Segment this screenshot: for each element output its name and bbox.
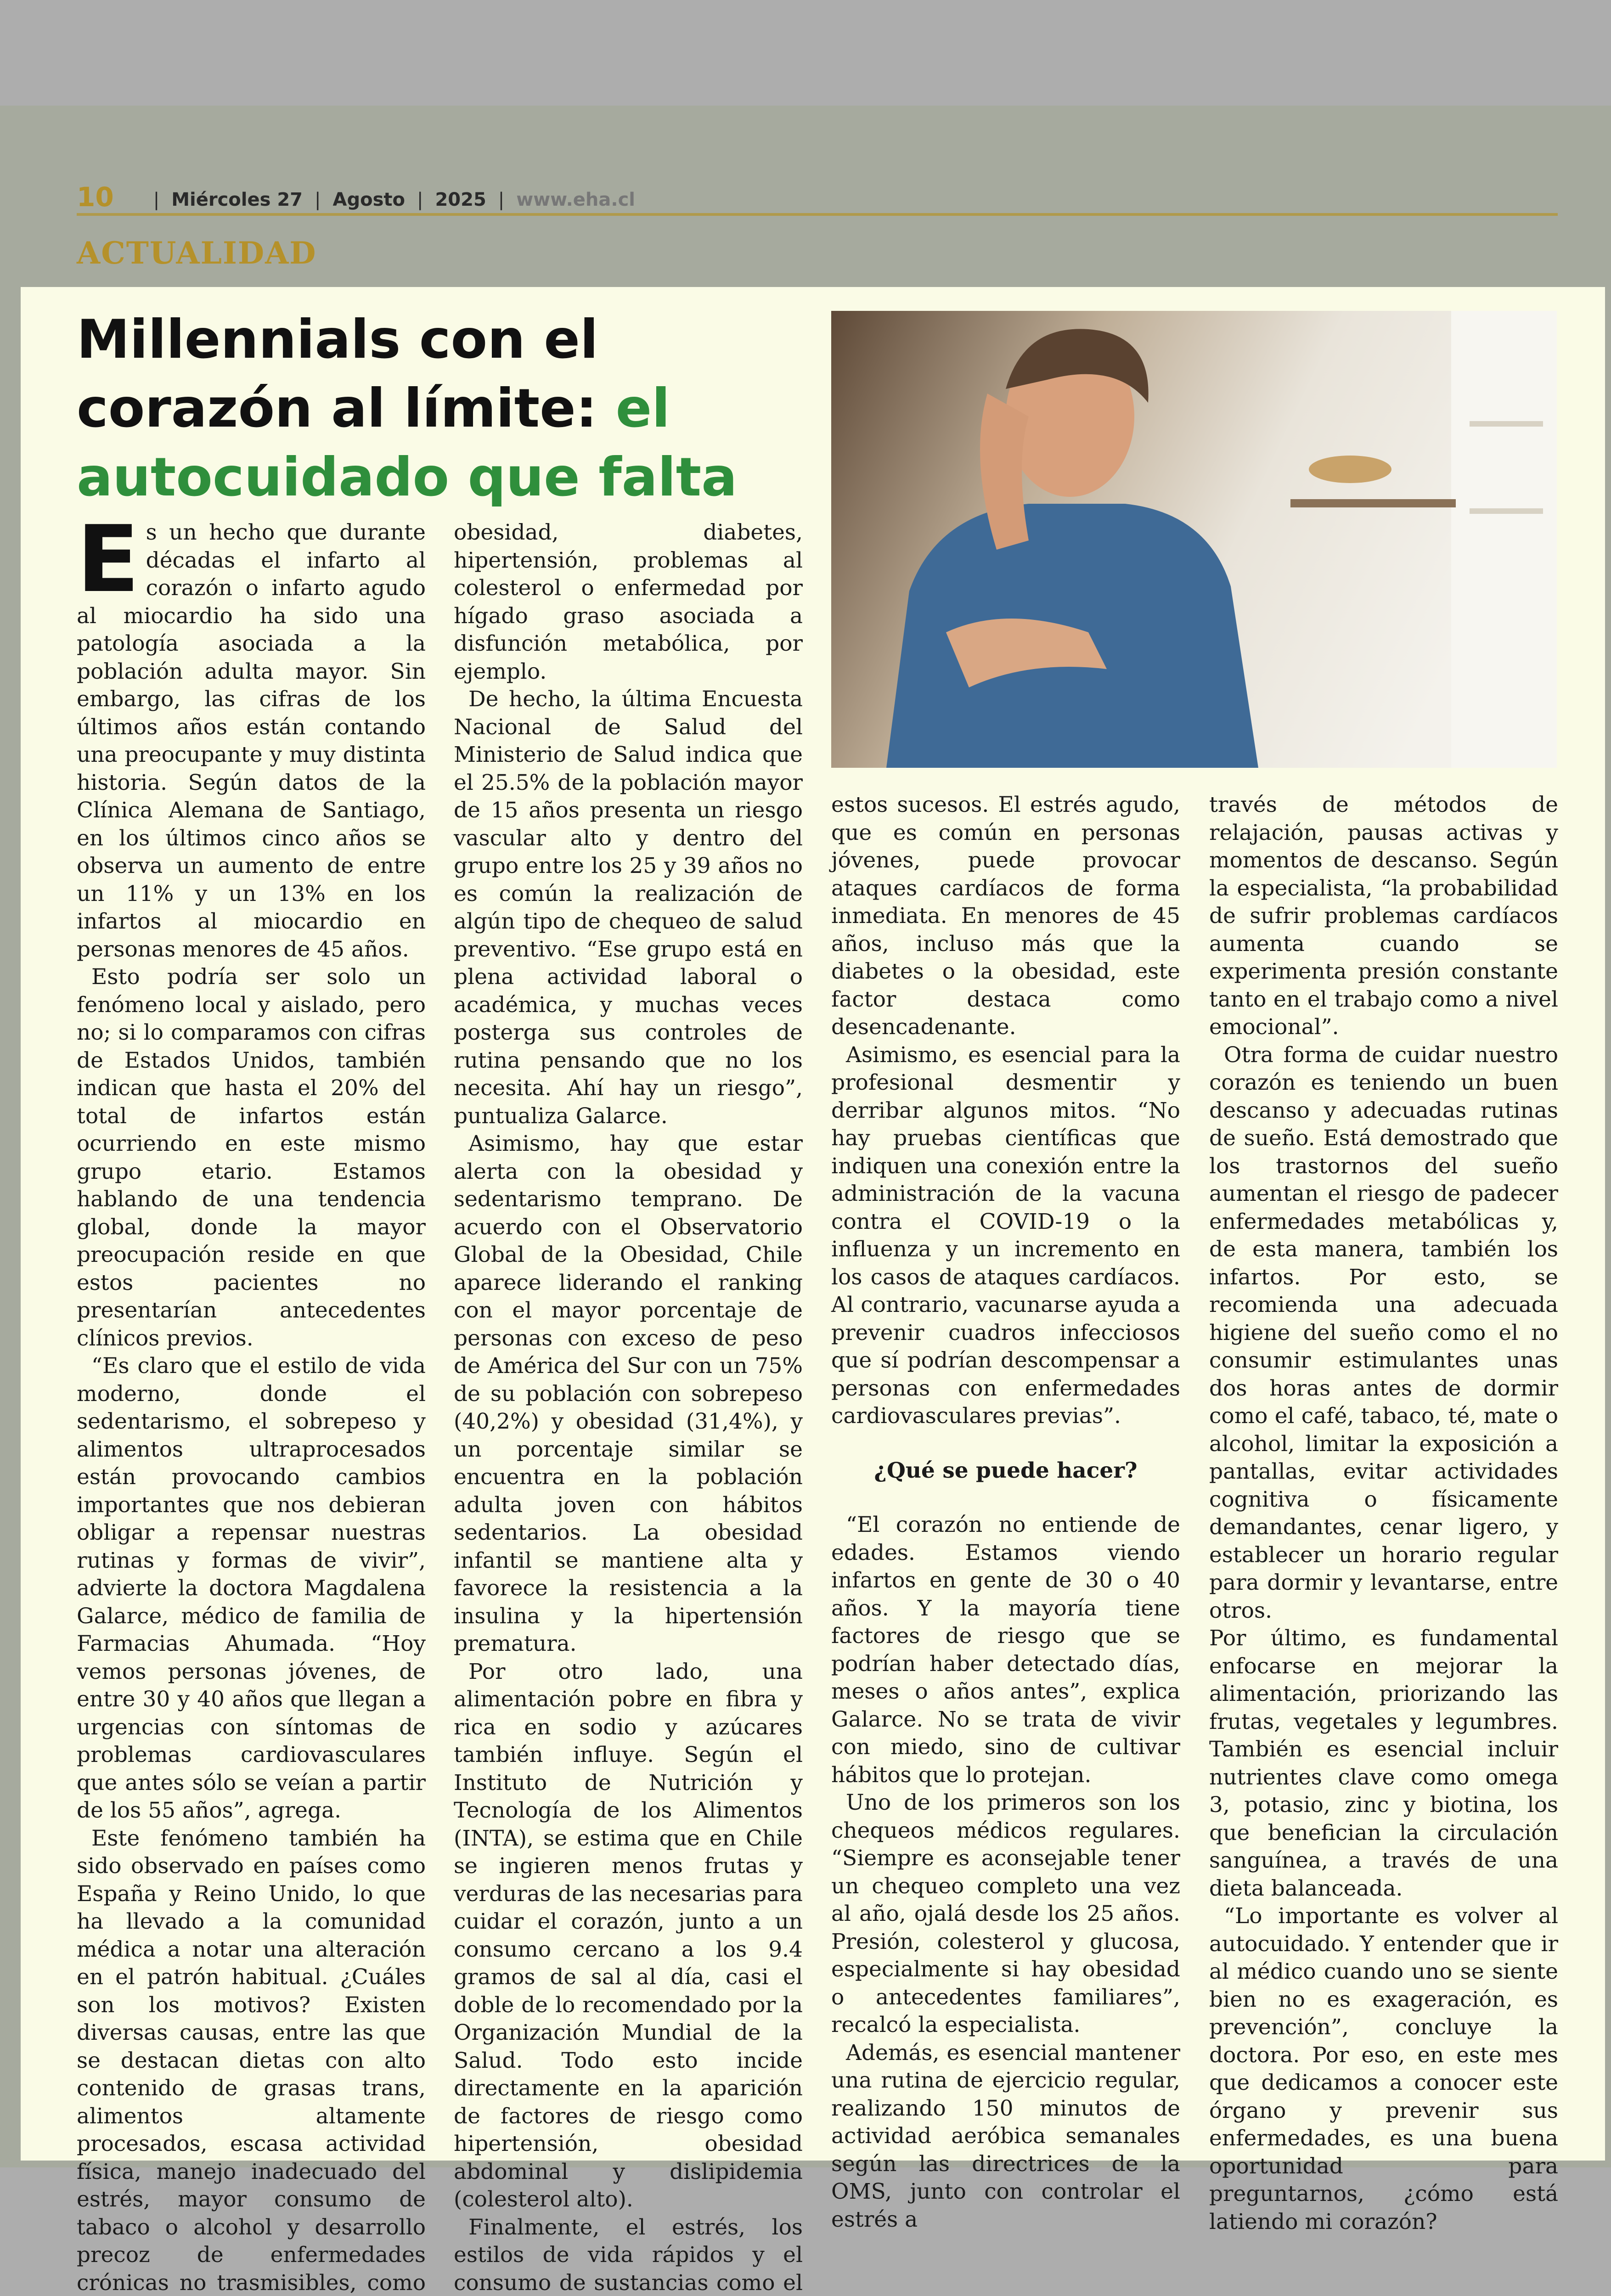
section-label: ACTUALIDAD bbox=[77, 235, 317, 271]
article-sheet bbox=[21, 287, 1605, 2161]
paragraph: De hecho, la última Encuesta Nacional de Salud del Ministerio de Salud indica que el 25.5% de la población mayor de 15 años presenta un riesgo vascular alto y dentro del grupo entre los 25 y 39 años no es común la realización de algún tipo de chequeo de salud preventivo. “Ese grupo está en plena actividad laboral o académica, y muchas veces posterga sus controles de rutina pensando que no los necesita. Ahí hay un riesgo”, puntualiza Galarce. bbox=[454, 686, 803, 1130]
paragraph: Esto podría ser solo un fenómeno local y aislado, pero no; si lo comparamos con cifras de Estados Unidos, también indican que hasta el 20% del total de infartos están ocurriendo en este mismo grupo etario. Estamos hablando de una tendencia global, donde la mayor preocupación reside en que estos pacientes no presentarían antecedentes clínicos previos. bbox=[77, 963, 426, 1352]
paragraph: s un hecho que durante décadas el infarto al corazón o infarto agudo al miocardio ha sido una patología asociada a la población adulta mayor. Sin embargo, las cifras de los últimos años están contando una preocupante y muy distinta historia. Según datos de la Clínica Alemana de Santiago, en los últimos cinco años se observa un aumento de entre un 11% y un 13% en los infartos al miocardio en personas menores de 45 años. bbox=[77, 519, 426, 963]
paragraph: través de métodos de relajación, pausas activas y momentos de descanso. Según la especialista, “la probabilidad de sufrir problemas cardíacos aumenta cuando se experimenta presión constante tanto en el trabajo como a nivel emocional”. bbox=[1209, 791, 1558, 1041]
paragraph: “El corazón no entiende de edades. Estamos viendo infartos en gente de 30 o 40 años. Y la mayoría tiene factores de riesgo que se podrían haber detectado días, meses o años antes”, explica Galarce. No se trata de vivir con miedo, sino de cultivar hábitos que lo protejan. bbox=[831, 1511, 1180, 1789]
paragraph: Este fenómeno también ha sido observado en países como España y Reino Unido, lo que ha llevado a la comunidad médica a notar una alteración en el patrón habitual. ¿Cuáles son los motivos? Existen diversas causas, entre las que se destacan dietas con alto contenido de grasas trans, alimentos altamente procesados, escasa actividad física, manejo inadecuado del estrés, mayor consumo de tabaco o alcohol y desarrollo precoz de enfermedades crónicas no trasmisibles, como bbox=[77, 1825, 426, 2296]
paragraph: Además, es esencial mantener una rutina de ejercicio regular, realizando 150 minutos de actividad aeróbica semanales según las directrices de la OMS, junto con controlar el estrés a bbox=[831, 2039, 1180, 2234]
paragraph: Por otro lado, una alimentación pobre en fibra y rica en sodio y azúcares también influye. Según el Instituto de Nutrición y Tecnología de los Alimentos (INTA), se estima que en Chile se ingieren menos frutas y verduras de las necesarias para cuidar el corazón, junto a un consumo cercano a los 9.4 gramos de sal al día, casi el doble de lo recomendado por la Organización Mundial de la Salud. Todo esto incide directamente en la aparición de factores de riesgo como hipertensión, obesidad abdominal y dislipidemia (colesterol alto). bbox=[454, 1658, 803, 2214]
headline-part1: Millennials con el corazón al límite: bbox=[77, 309, 598, 439]
header-year: 2025 bbox=[435, 189, 486, 210]
article-photo bbox=[831, 311, 1557, 768]
header-website: www.eha.cl bbox=[516, 189, 635, 210]
paragraph: Asimismo, hay que estar alerta con la obesidad y sedentarismo temprano. De acuerdo con el Observatorio Global de la Obesidad, Chile aparece liderando el ranking con el mayor porcentaje de personas con exceso de peso de América del Sur con un 75% de su población con sobrepeso (40,2%) y obesidad (31,4%), y un porcentaje similar se encuentra en la población adulta joven con hábitos sedentarios. La obesidad infantil se mantiene alta y favorece la resistencia a la insulina y la hipertensión prematura. bbox=[454, 1130, 803, 1658]
paragraph: “Lo importante es volver al autocuidado. Y entender que ir al médico cuando uno se siente bien no es exageración, es prevención”, concluye la doctora. Por eso, en este mes que dedicamos a conocer este órgano y prevenir sus enfermedades, es una buena oportunidad para preguntarnos, ¿cómo está latiendo mi corazón? bbox=[1209, 1902, 1558, 2236]
paragraph: Uno de los primeros son los chequeos médicos regulares. “Siempre es aconsejable tener un chequeo completo una vez al año, ojalá desde los 25 años. Presión, colesterol y glucosa, especialmente si hay obesidad o antecedentes familiares”, recalcó la especialista. bbox=[831, 1789, 1180, 2039]
paragraph: estos sucesos. El estrés agudo, que es común en personas jóvenes, puede provocar ataques cardíacos de forma inmediata. En menores de 45 años, incluso más que la diabetes o la obesidad, este factor destaca como desencadenante. bbox=[831, 791, 1180, 1041]
headline bbox=[77, 305, 830, 512]
subheading: ¿Qué se puede hacer? bbox=[831, 1457, 1180, 1485]
headline-part2: el autocuidado que falta bbox=[77, 377, 737, 508]
article-column-4 bbox=[1209, 791, 1558, 2236]
drop-cap: E bbox=[77, 521, 140, 599]
article-column-3 bbox=[831, 791, 1180, 2234]
paragraph: Por último, es fundamental enfocarse en mejorar la alimentación, priorizando las frutas, vegetales y legumbres. También es esencial incluir nutrientes clave como omega 3, potasio, zinc y biotina, los que benefician la circulación sanguínea, a través de una dieta balanceada. bbox=[1209, 1625, 1558, 1902]
article-column-1 bbox=[77, 519, 426, 2296]
page-header: 10 | Miércoles 27 | Agosto | 2025 | www.eha.cl bbox=[77, 184, 1558, 216]
paragraph: Asimismo, es esencial para la profesional desmentir y derribar algunos mitos. “No hay pruebas científicas que indiquen una conexión entre la administración de la vacuna contra el COVID-19 o la influenza y un incremento en los casos de ataques cardíacos. Al contrario, vacunarse ayuda a prevenir cuadros infecciosos que sí podrían descompensar a personas con enfermedades cardiovasculares previas”. bbox=[831, 1041, 1180, 1430]
page-number: 10 bbox=[77, 184, 114, 210]
newspaper-page bbox=[0, 106, 1611, 2167]
header-day: Miércoles 27 bbox=[171, 189, 303, 210]
article-column-2 bbox=[454, 519, 803, 2296]
header-month: Agosto bbox=[333, 189, 405, 210]
photo-illustration bbox=[831, 311, 1557, 768]
paragraph: “Es claro que el estilo de vida moderno, donde el sedentarismo, el sobrepeso y alimentos ultraprocesados están provocando cambios importantes que nos debieran obligar a repensar nuestras rutinas y formas de vivir”, advierte la doctora Magdalena Galarce, médico de familia de Farmacias Ahumada. “Hoy vemos personas jóvenes, de entre 30 y 40 años que llegan a urgencias con síntomas de problemas cardiovasculares que antes sólo se veían a partir de los 55 años”, agrega. bbox=[77, 1352, 426, 1825]
paragraph: Finalmente, el estrés, los estilos de vida rápidos y el consumo de sustancias como el bbox=[454, 2214, 803, 2296]
paragraph: obesidad, diabetes, hipertensión, problemas al colesterol o enfermedad por hígado graso asociada a disfunción metabólica, por ejemplo. bbox=[454, 519, 803, 686]
paragraph: Otra forma de cuidar nuestro corazón es teniendo un buen descanso y adecuadas rutinas de sueño. Está demostrado que los trastornos del sueño aumentan el riesgo de padecer enfermedades metabólicas y, de esta manera, también los infartos. Por esto, se recomienda una adecuada higiene del sueño como el no consumir estimulantes unas dos horas antes de dormir como el café, tabaco, té, mate o alcohol, limitar la exposición a pantallas, evitar actividades cognitiva o físicamente demandantes, cenar ligero, y establecer un horario regular para dormir y levantarse, entre otros. bbox=[1209, 1041, 1558, 1625]
